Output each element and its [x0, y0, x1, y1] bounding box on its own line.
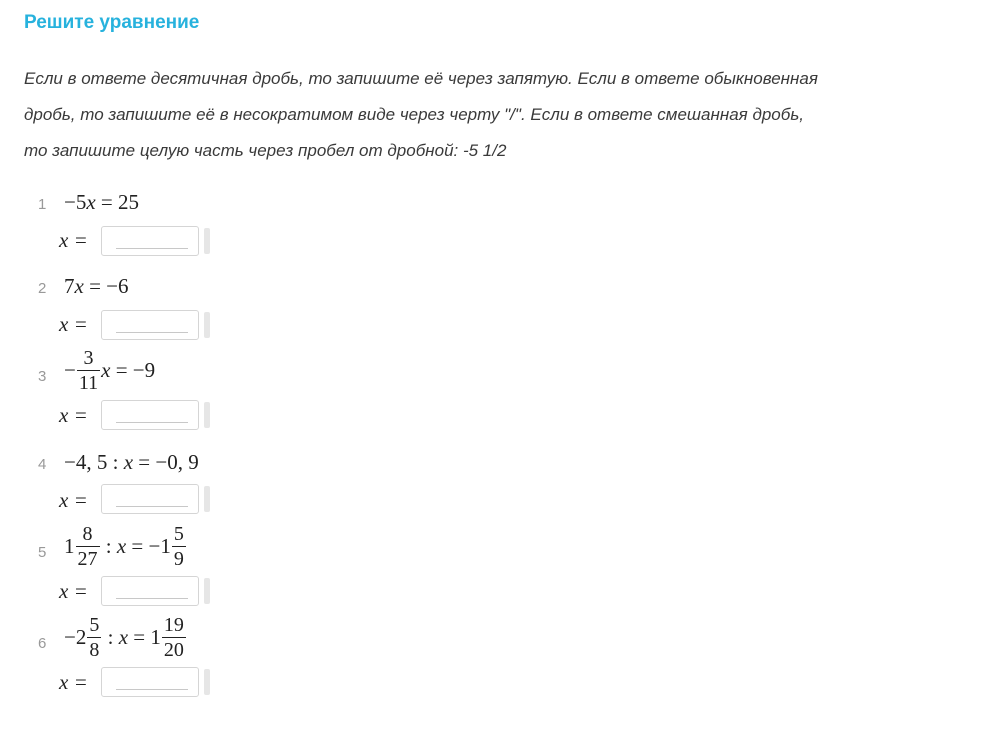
instruction-line: Если в ответе десятичная дробь, то запишите её через запятую. Если в ответе обыкновенная [24, 69, 818, 88]
task-number: 1 [38, 196, 47, 213]
page-title: Решите уравнение [24, 12, 200, 33]
fraction-denominator: 11 [78, 372, 99, 394]
task-number: 2 [38, 280, 47, 297]
equation-operator: : [102, 625, 119, 649]
answer-field[interactable] [102, 401, 198, 429]
equation-variable: x [101, 358, 111, 382]
answer-label: x = [59, 228, 88, 252]
instructions [24, 61, 924, 169]
fraction [172, 524, 186, 569]
equation-operator: : [100, 534, 117, 558]
task-number: 5 [38, 544, 47, 561]
answer-field[interactable] [102, 485, 198, 513]
answer-label: x = [59, 488, 88, 512]
answer-field[interactable] [102, 668, 198, 696]
equation-variable: x [86, 190, 96, 214]
instruction-line: дробь, то запишите её в несократимом виде через черту "/". Если в ответе смешанная дробь, [24, 105, 804, 124]
answer-label: x = [59, 403, 88, 427]
equation-variable: x [118, 625, 129, 649]
input-handle [204, 578, 210, 604]
fraction-denominator: 20 [163, 639, 184, 661]
input-handle [204, 669, 210, 695]
equation [64, 190, 139, 215]
answer-input[interactable] [101, 310, 199, 340]
instruction-line: то запишите целую часть через пробел от дробной: -5 1/2 [24, 141, 507, 160]
answer-input[interactable] [101, 484, 199, 514]
fraction-numerator: 5 [89, 614, 100, 636]
task-number: 3 [38, 368, 47, 385]
fraction-numerator: 3 [83, 347, 94, 369]
equation-coef: −5 [64, 190, 87, 214]
fraction-denominator: 27 [77, 548, 98, 570]
input-handle [204, 486, 210, 512]
answer-label: x = [59, 579, 88, 603]
equation-variable: x [74, 274, 84, 298]
fraction [77, 348, 100, 393]
fraction [76, 524, 100, 569]
answer-input[interactable] [101, 667, 199, 697]
answer-input[interactable] [101, 400, 199, 430]
fraction [162, 615, 186, 660]
task-number: 6 [38, 635, 47, 652]
fraction-numerator: 5 [173, 523, 184, 545]
equation-rhs: = 25 [95, 190, 140, 214]
equation-sign: − [64, 358, 76, 382]
fraction-denominator: 8 [89, 639, 100, 661]
answer-label: x = [59, 312, 88, 336]
equation [64, 348, 155, 393]
equation-variable: x [123, 450, 134, 474]
mixed-whole: 1 [64, 534, 75, 558]
answer-input[interactable] [101, 226, 199, 256]
answer-field[interactable] [102, 577, 198, 605]
equation-rhs: = −0, 9 [133, 450, 199, 474]
answer-field[interactable] [102, 227, 198, 255]
fraction-denominator: 9 [173, 548, 184, 570]
task-number: 4 [38, 456, 47, 473]
equation [64, 524, 187, 569]
answer-label: x = [59, 670, 88, 694]
equation-coef: 7 [64, 274, 75, 298]
fraction [87, 615, 101, 660]
fraction-numerator: 8 [82, 523, 93, 545]
equation [64, 274, 129, 299]
equation-rhs: = −6 [83, 274, 129, 298]
equation-rhs: = −9 [110, 358, 156, 382]
answer-input[interactable] [101, 576, 199, 606]
input-handle [204, 228, 210, 254]
equation-rhs: = 1 [128, 625, 161, 649]
input-handle [204, 312, 210, 338]
mixed-whole: −2 [64, 625, 87, 649]
equation [64, 450, 199, 475]
equation [64, 615, 187, 660]
equation-lhs: −4, 5 : [64, 450, 124, 474]
equation-variable: x [116, 534, 127, 558]
answer-field[interactable] [102, 311, 198, 339]
equation-rhs: = −1 [126, 534, 171, 558]
fraction-numerator: 19 [163, 614, 184, 636]
input-handle [204, 402, 210, 428]
